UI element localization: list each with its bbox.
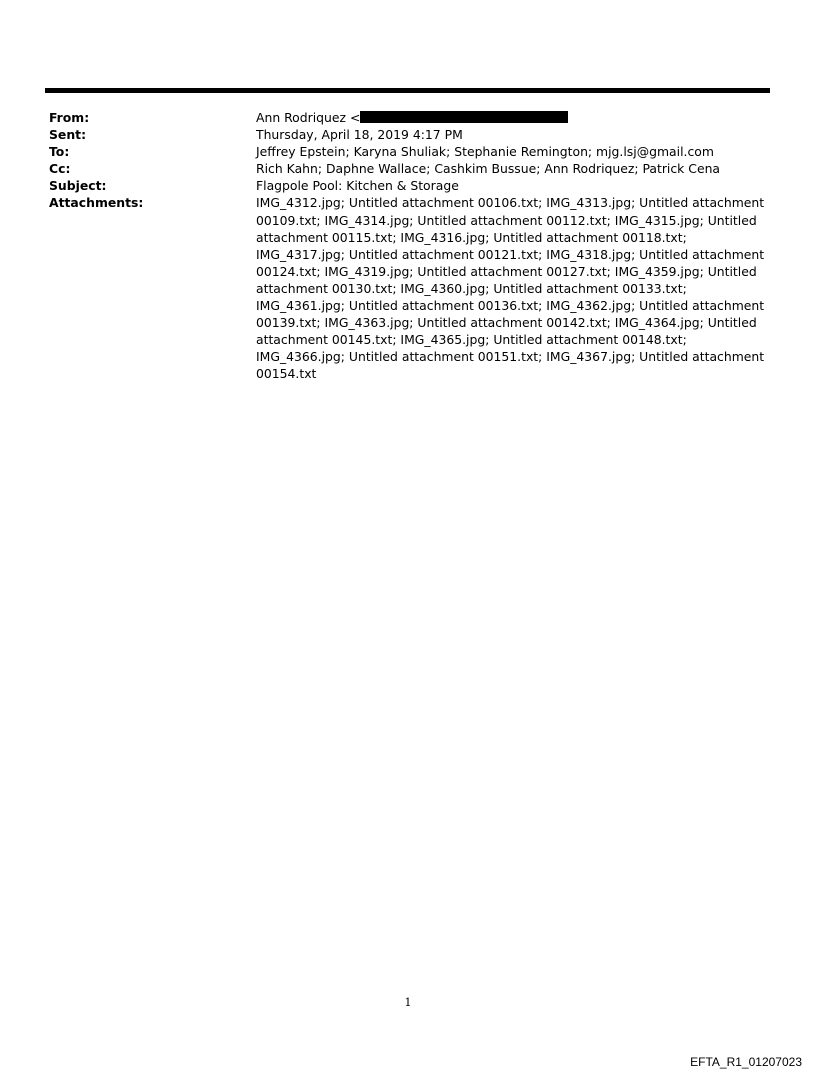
to-label: To: xyxy=(49,144,70,160)
header-rule xyxy=(45,88,770,93)
page-number: 1 xyxy=(404,996,412,1009)
sent-label: Sent: xyxy=(49,127,87,143)
subject-row xyxy=(49,177,779,194)
cc-row xyxy=(49,160,779,177)
attachments-label: Attachments: xyxy=(49,195,144,211)
cc-label: Cc: xyxy=(49,161,71,177)
cc-value: Rich Kahn; Daphne Wallace; Cashkim Bussue; Ann Rodriquez; Patrick Cena xyxy=(256,161,721,177)
subject-value: Flagpole Pool: Kitchen & Storage xyxy=(256,178,459,194)
attachments-value: IMG_4312.jpg; Untitled attachment 00106.txt; IMG_4313.jpg; Untitled attachment 00109.txt; IMG_4314.jpg; Untitled attachment 00112.txt; IMG_4315.jpg; Untitled attachment 00115.txt; IMG_4316.jpg; Untitled attachment 00118.txt; IMG_4317.jpg; Untitled attachment 00121.txt; IMG_4318.jpg; Untitled attachment 00124.txt; IMG_4319.jpg; Untitled attachment 00127.txt; IMG_4359.jpg; Untitled attachment 00130.txt; IMG_4360.jpg; Untitled attachment 00133.txt; IMG_4361.jpg; Untitled attachment 00136.txt; IMG_4362.jpg; Untitled attachment 00139.txt; IMG_4363.jpg; Untitled attachment 00142.txt; IMG_4364.jpg; Untitled attachment 00145.txt; IMG_4365.jpg; Untitled attachment 00148.txt; IMG_4366.jpg; Untitled attachment 00151.txt; IMG_4367.jpg; Untitled attachment 00154.txt xyxy=(256,195,765,382)
from-label: From: xyxy=(49,110,90,125)
to-value: Jeffrey Epstein; Karyna Shuliak; Stephanie Remington; mjg.lsj@gmail.com xyxy=(256,144,714,160)
from-row xyxy=(49,109,779,126)
attachments-row xyxy=(49,194,779,382)
from-sender: Ann Rodriquez < xyxy=(256,110,361,125)
subject-label: Subject: xyxy=(49,178,107,194)
email-header xyxy=(49,109,779,383)
from-value xyxy=(256,109,779,126)
sent-row xyxy=(49,126,779,143)
sent-value: Thursday, April 18, 2019 4:17 PM xyxy=(256,127,463,143)
redaction-block xyxy=(360,111,568,123)
to-row xyxy=(49,143,779,160)
bates-number: EFTA_R1_01207023 xyxy=(690,1055,802,1069)
